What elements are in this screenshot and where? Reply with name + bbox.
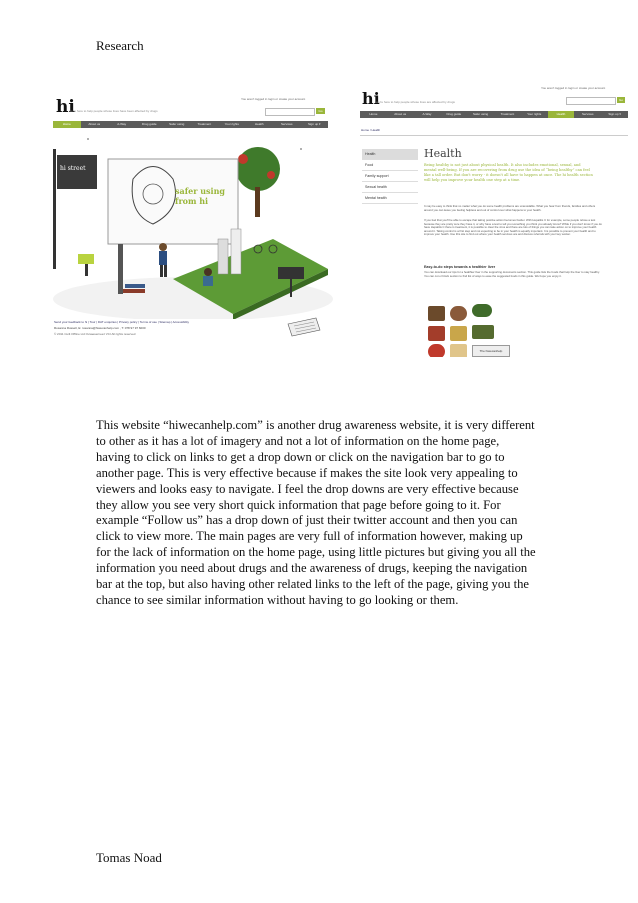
paragraph-3: You can download our tips for a healthier liver in the supporting documents section. This guide lists the foods that help the liver to stay healthy. You can cut or block section to find list of ways to ease the suggested foods in this guide. We hope you enjoy it. <box>424 270 600 278</box>
nav-treatment[interactable]: Treatment <box>197 122 212 126</box>
food-photo[interactable] <box>450 344 467 357</box>
side-item-food[interactable]: Food <box>362 160 418 171</box>
hero-illustration <box>43 129 333 319</box>
divider <box>360 135 628 136</box>
site-logo: hi <box>362 89 380 108</box>
nav-about[interactable]: About us <box>394 112 407 116</box>
nav-home[interactable]: Home <box>369 112 378 116</box>
paragraph-1: It may be easy to think that no matter what you do some health problems are unavoidable. What you hear from friends, families and others around you can leave you feeling helpless and out of control over what happens to your health. <box>424 204 596 212</box>
page-title: Health <box>424 147 462 160</box>
site-tagline: we're here to help people whose lives have been affected by drugs <box>69 109 158 113</box>
subheading: Easy-to-do steps towards a healthier liver <box>424 265 496 269</box>
nav-safer-using[interactable]: Safer using <box>472 112 489 116</box>
nav-your-rights[interactable]: Your rights <box>527 112 542 116</box>
go-button[interactable]: Go <box>316 108 325 114</box>
side-item-family-support[interactable]: Family support <box>362 171 418 182</box>
side-item-sexual-health[interactable]: Sexual health <box>362 182 418 193</box>
nav-a-way[interactable]: A-Way <box>422 112 432 116</box>
food-photo[interactable] <box>428 326 445 341</box>
food-photo[interactable] <box>428 344 445 357</box>
nav-drug-guide[interactable]: Drug guide <box>446 112 462 116</box>
search-input[interactable] <box>566 97 616 105</box>
side-menu <box>362 149 418 204</box>
nav-health[interactable]: Health <box>548 111 575 118</box>
nav-drug-guide[interactable]: Drug guide <box>141 122 157 126</box>
food-photo[interactable] <box>450 326 467 341</box>
search-input[interactable] <box>265 108 315 116</box>
nav-your-rights[interactable]: Your rights <box>224 122 239 126</box>
copyright: © 2011 Cuilt Offline Ltd Ovsaeserneez VCI All rights reserved <box>54 332 136 336</box>
body-paragraph: This website “hiwecanhelp.com” is another drug awareness website, it is very different to other as it has a lot of imagery and not a lot of information on the home page, having to click on links to get a drop down or click on the navigation bar to go to another page. This is very effective because if makes the site look very appealing to viewers and looks easy to navigate. I feel the drop downs are very effective because they allow you see very short quick information that page before going to it. For example “Follow us” has a drop down of just their twitter account and then you can click to view more. The main pages are very full of information however, making up for the lack of information on the home page, using little pictures but giving you all the information you need about drugs and the awareness of drugs, keeping the navigation bar at the top, but also having other related links to the left of the page, giving you the chance to see similar information without having to go looking or them. <box>96 418 536 607</box>
side-item-mental-health[interactable]: Mental health <box>362 193 418 204</box>
nav-sign-up[interactable]: Sign up ▾ <box>307 122 321 126</box>
account-text: You aren't logged in login or create your account <box>541 86 606 90</box>
nav-safer-using[interactable]: Safer using <box>169 122 185 126</box>
doc-header: Research <box>96 38 144 53</box>
tree-icon <box>236 147 280 191</box>
food-photo[interactable] <box>472 304 492 317</box>
billboard-text: safer using from hi <box>175 186 225 206</box>
nav-health[interactable]: Health <box>254 122 264 126</box>
main-navbar <box>53 121 328 128</box>
side-item-health[interactable]: Health <box>362 149 418 160</box>
nav-home[interactable]: Home <box>53 121 81 128</box>
street-sign-label: hi street <box>60 165 86 172</box>
nav-about[interactable]: About us <box>88 122 101 126</box>
paragraph-2: If you feel that you'll be able to escape that taking positive action becomes harder. With Hepatitis C for example, some people refuse a test because they are pretty sure they have it, or why have a test to tell you something you think you already know? While if you don't know if you do have Hepatitis C there is treatment, it is possible to clear the virus and there are lots of things you can take action on to improve your health around it. Taking control is a first step and not expecting to be in your health is equally important. It is possible to prevent your health and to improve your health. Use this site to find out where your health services are and discuss referrals with your key worker. <box>424 218 602 237</box>
go-button[interactable]: Go <box>618 98 623 102</box>
food-photo[interactable] <box>428 306 445 321</box>
main-navbar <box>360 111 628 118</box>
food-photo[interactable] <box>472 325 494 339</box>
contact-line: Rosanna Russell, E: rosanna@hiwecanhelp.com , T: 078 97 97 6000 <box>54 326 146 330</box>
breadcrumb[interactable]: Home / Health <box>361 128 381 132</box>
newspaper-icon <box>286 316 322 338</box>
nav-services[interactable]: Services <box>582 112 594 116</box>
account-text: You aren't logged in login or create your account <box>241 97 306 101</box>
food-photo[interactable] <box>450 306 467 321</box>
doc-footer: Tomas Noad <box>96 850 162 865</box>
site-logo: hi <box>56 97 75 117</box>
site-tagline: we're here to help people whose lives are affected by drugs <box>376 100 455 104</box>
nav-sign-up[interactable]: Sign up ▾ <box>608 112 621 116</box>
health-page-screenshot <box>358 83 630 357</box>
nav-a-way[interactable]: A-Way <box>117 122 127 126</box>
book-caption[interactable]: The hiwecanhelp <box>472 345 510 357</box>
footer-links[interactable]: Send your feedback to hi | Tour | DAT enquiries | Privacy policy | Terms of use | Sitemap | Accessibility <box>54 320 190 324</box>
nav-services[interactable]: Services <box>280 122 293 126</box>
homepage-screenshot <box>43 83 333 349</box>
nav-treatment[interactable]: Treatment <box>500 112 515 116</box>
intro-text: Being healthy is not just about physical health. It also includes emotional, sexual, and mental well-being. If you are recovering from drug use the idea of “being healthy” can feel like a tall order. But don't worry - it doesn't all have to happen at once. The hi health section will help you improve your health one step at a time. <box>424 163 593 182</box>
